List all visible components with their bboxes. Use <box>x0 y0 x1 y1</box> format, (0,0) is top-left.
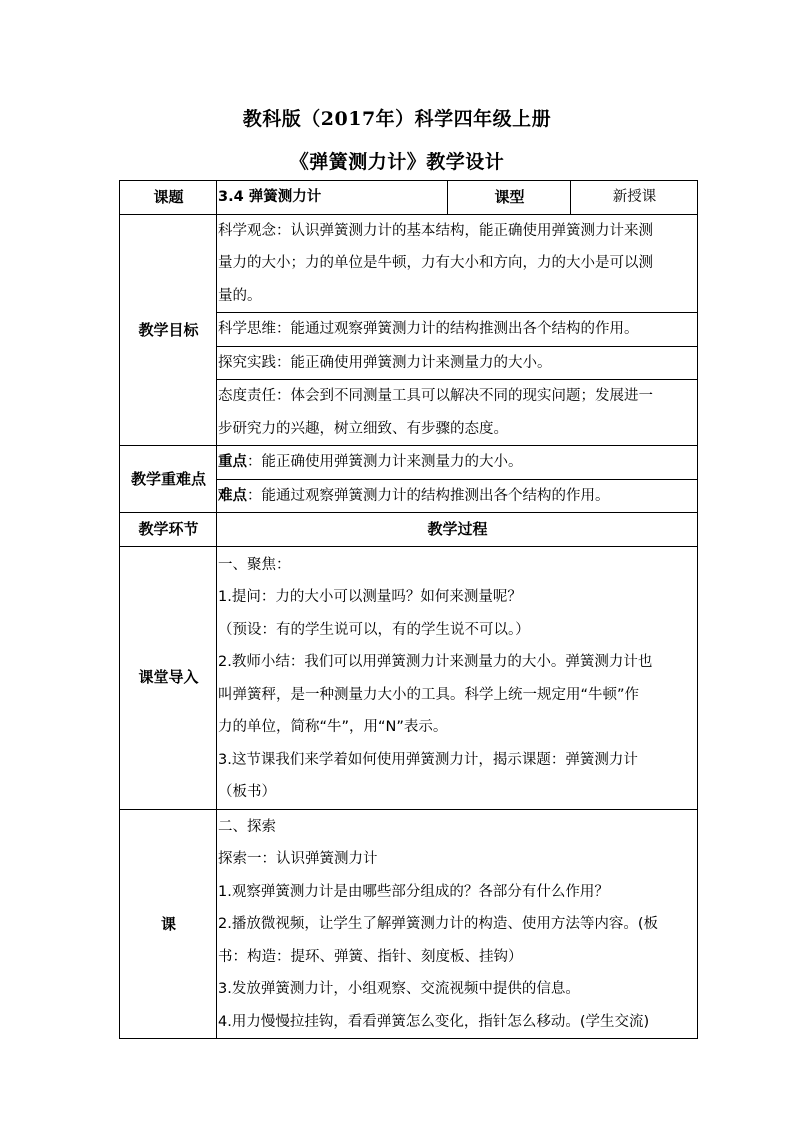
objective-row <box>120 214 698 313</box>
objective-item <box>217 313 698 347</box>
lesson-plan-table <box>119 180 698 1039</box>
topic-row <box>120 181 698 215</box>
intro-label: 课堂导入 <box>120 546 217 809</box>
document-subtitle: 《弹簧测力计》教学设计 <box>289 151 505 173</box>
lesson-row <box>120 809 698 1039</box>
lesson-line: 4.用力慢慢拉挂钩，看看弹簧怎么变化，指针怎么移动。(学生交流) <box>218 1013 650 1030</box>
intro-content <box>217 546 698 809</box>
topic-label: 课题 <box>120 181 217 215</box>
lesson-line: 3.发放弹簧测力计，小组观察、交流视频中提供的信息。 <box>218 981 580 997</box>
objective-line: 量的。 <box>218 287 262 304</box>
lesson-content <box>217 809 698 1039</box>
difficult-point-item <box>217 479 698 513</box>
objective-line: 科学观念：认识弹簧测力计的基本结构，能正确使用弹簧测力计来测 <box>218 222 653 239</box>
intro-line: 3.这节课我们来学着如何使用弹簧测力计，揭示课题：弹簧测力计 <box>218 751 638 768</box>
topic-value: 3.4 弹簧测力计 <box>217 181 448 215</box>
difficult-point-text: ：能通过观察弹簧测力计的结构推测出各个结构的作用。 <box>247 487 610 504</box>
lesson-line: 2.播放微视频，让学生了解弹簧测力计的构造、使用方法等内容。(板 <box>218 916 658 932</box>
key-point-text: ：能正确使用弹簧测力计来测量力的大小。 <box>247 454 523 470</box>
objective-line: 量力的大小；力的单位是牛顿，力有大小和方向，力的大小是可以测 <box>218 255 653 271</box>
key-point-label: 重点 <box>218 454 247 470</box>
intro-row <box>120 546 698 809</box>
objective-line: 态度责任：体会到不同测量工具可以解决不同的现实问题；发展进一 <box>218 388 653 404</box>
intro-line: （板书） <box>218 784 276 800</box>
process-header: 教学过程 <box>217 513 698 547</box>
document-title: 教科版（2017年）科学四年级上册 <box>242 108 552 130</box>
stage-header: 教学环节 <box>120 513 217 547</box>
lesson-type-value: 新授课 <box>571 181 698 215</box>
process-header-row <box>120 513 698 547</box>
intro-line: 1.提问：力的大小可以测量吗？如何来测量呢？ <box>218 589 522 605</box>
key-points-label: 教学重难点 <box>120 446 217 513</box>
objective-line: 步研究力的兴趣，树立细致、有步骤的态度。 <box>218 420 508 437</box>
objective-line: 探究实践：能正确使用弹簧测力计来测量力的大小。 <box>218 354 552 371</box>
lesson-label: 课 <box>120 809 217 1039</box>
intro-line: 一、聚焦： <box>218 556 291 573</box>
key-point-row <box>120 446 698 480</box>
objective-item <box>217 346 698 380</box>
intro-line: 2.教师小结：我们可以用弹簧测力计来测量力的大小。弹簧测力计也 <box>218 654 653 670</box>
key-point-item <box>217 446 698 480</box>
intro-line: （预设：有的学生说可以，有的学生说不可以。） <box>218 621 530 638</box>
intro-line: 力的单位，简称“牛”，用“N”表示。 <box>218 719 448 735</box>
lesson-line: 1.观察弹簧测力计是由哪些部分组成的？各部分有什么作用？ <box>218 883 609 900</box>
objectives-label: 教学目标 <box>120 214 217 446</box>
intro-line: 叫弹簧秤，是一种测量力大小的工具。科学上统一规定用“牛顿”作 <box>218 686 640 703</box>
objective-line: 科学思维：能通过观察弹簧测力计的结构推测出各个结构的作用。 <box>218 321 639 337</box>
lesson-type-label: 课型 <box>448 181 571 215</box>
lesson-line: 二、探索 <box>218 818 276 835</box>
lesson-line: 书：构造：提环、弹簧、指针、刻度板、挂钩） <box>218 948 523 965</box>
objective-item <box>217 214 698 313</box>
objective-item <box>217 380 698 446</box>
lesson-line: 探索一：认识弹簧测力计 <box>218 851 378 867</box>
difficult-point-label: 难点 <box>218 487 247 504</box>
